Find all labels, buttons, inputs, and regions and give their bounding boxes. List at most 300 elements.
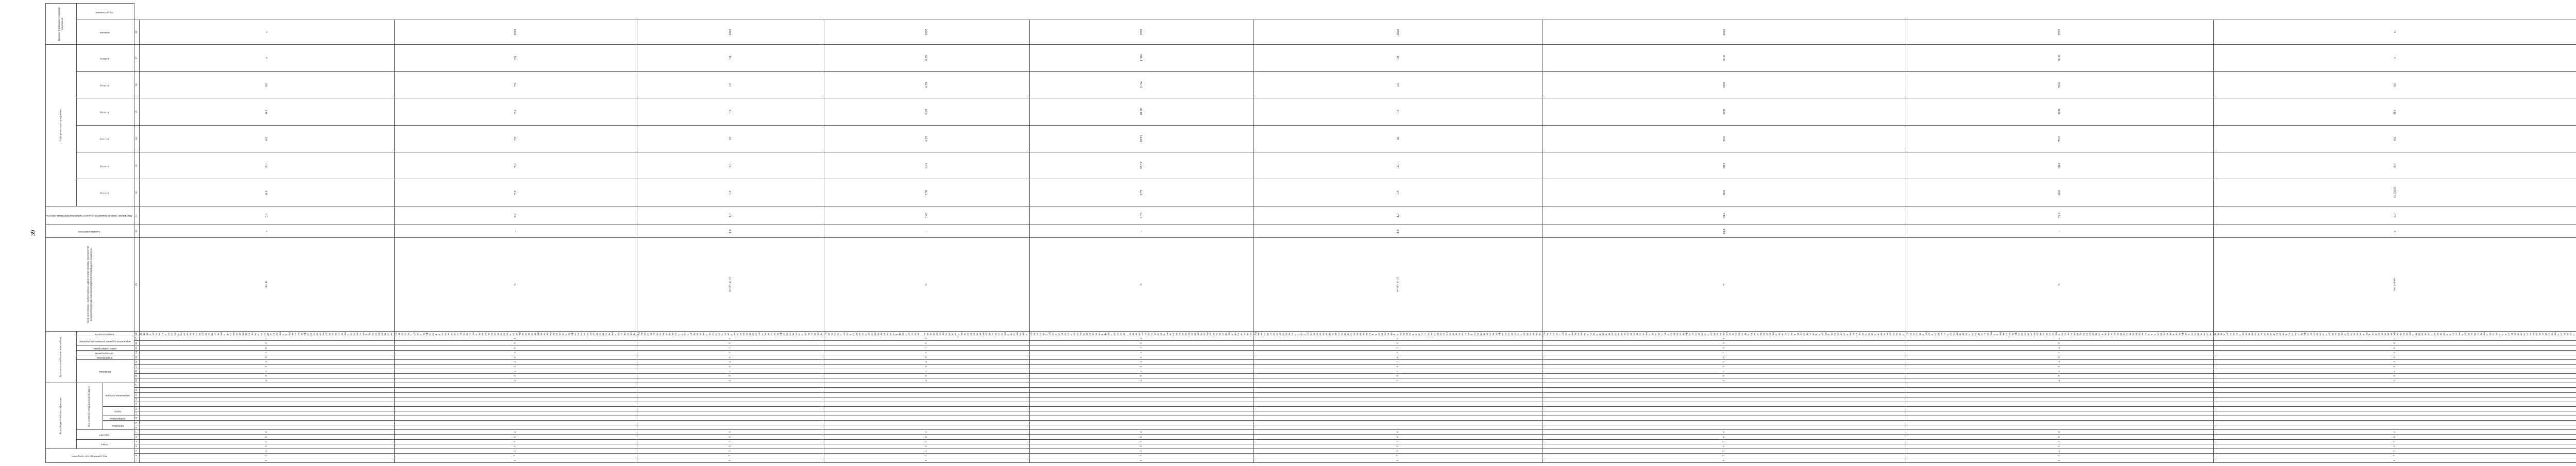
column-number: 5 [134,439,140,444]
csr-digit [824,406,1030,411]
csr-digit [1030,388,1254,392]
column-number: 10 [134,416,140,421]
final-year-cell: 2020 [824,20,1030,45]
table-row [1030,4,1254,463]
year-value-cell: 1.0 [1254,152,1543,179]
year-value-cell: 0.0 [140,152,395,179]
code-admin-digit: 7 [395,453,637,458]
header-fact: Фактическое значение показателя на момент разработки программы, 2014 год [46,206,134,225]
csr-digit [824,397,1030,402]
column-number: 15 [134,392,140,397]
dop-code-digit: 1 [395,336,637,341]
razdel-digit: 7 [1906,439,2214,444]
year-value-cell: 1.0 [637,206,824,225]
indicator-text: Задача 2 «Развитие системы оценки качества образовательных достижений выпускников государственных бюджетных профессиональных образовательных организаций Тверской области» [140,332,395,336]
year-value-cell: 0.0 [2214,206,2576,225]
dop-code-digit: 2 [1543,346,1906,350]
year-value-cell: 80.0 [1906,98,2214,125]
razdel-digit: 7 [637,439,824,444]
code-admin-digit: 5 [1543,448,1906,453]
dop-code-digit: 0 [1254,355,1543,359]
column-number: 3 [134,448,140,453]
column-number: 32 [134,179,140,206]
podrazdel-digit: 4 [1030,430,1254,435]
dop-code-digit: 0 [1254,350,1543,355]
csr-digit [1030,392,1254,397]
column-number: 26 [134,341,140,346]
code-admin-digit: 7 [1254,453,1543,458]
podrazdel-digit: 4 [2214,430,2576,435]
dop-code-digit: 0 [140,346,395,350]
final-year-cell: х [140,20,395,45]
csr-digit [2214,383,2576,388]
podrazdel-digit: 0 [395,435,637,439]
indicator-text: Задача 3 «Развитие инновационно-производственной системы профессионального образования, обеспечивающей подготовку квалифицированных кадров через реализацию сетевых образовательных программ и создание кластерных образовательных структур» [2214,332,2576,336]
csr-digit [1906,383,2214,388]
dop-code-digit: 0 [824,364,1030,369]
dop-code-digit: 0 [395,341,637,346]
fact-cell: 1.0 [637,225,824,238]
table-row [395,4,637,463]
column-number: 6 [134,435,140,439]
final-value-cell: 6.29 [824,44,1030,71]
year-value-cell: 6.2 [395,206,637,225]
fact-cell: - [1030,225,1254,238]
csr-digit [1906,392,2214,397]
year-value-cell: 90.0 [1543,98,1906,125]
column-number: 36 [134,72,140,98]
year-value-cell: 0.0 [2214,72,2576,98]
dop-code-digit: 0 [637,350,824,355]
column-number: 30 [134,225,140,238]
dop-code-digit: 8 [395,374,637,378]
indicator-text: Показатель 1 «Доля выпускников, завершивших обучение по образовательным программам среднего профессионального образования в отчетном году и сдавших экзамены в присутствии работодателей, в общей численности выпускников, завершивших обучение» [1543,332,1906,336]
csr-digit [1543,388,1906,392]
header-csr: Код целевой статьи расхода бюджета [77,383,103,430]
code-admin-digit: 0 [1906,458,2214,462]
razdel-digit: 0 [1906,444,2214,448]
csr-digit [2214,397,2576,402]
year-value-cell: 6.29 [824,98,1030,125]
dop-code-digit: 8 [824,374,1030,378]
code-admin-digit: 7 [637,453,824,458]
column-number: 38 [134,20,140,45]
header-year-2020: 2020 год [77,44,134,71]
column-number: 27 [134,336,140,341]
csr-digit [395,425,637,430]
csr-digit [1543,425,1906,430]
csr-digit [140,402,395,406]
csr-digit [1543,402,1906,406]
razdel-digit: 0 [1030,444,1254,448]
header-dop-zadacha: задача подпрограммы [77,346,134,350]
csr-digit [637,406,824,411]
year-value-cell: 1.0 [637,179,824,206]
podrazdel-digit: 4 [1906,430,2214,435]
csr-digit [1254,406,1543,411]
dop-code-digit: 0 [2214,350,2576,355]
csr-digit [1906,425,2214,430]
year-value-cell: 1.0 [637,98,824,125]
csr-digit [140,383,395,388]
csr-digit [637,421,824,425]
rotated-table-container [45,3,2576,463]
code-admin-digit: 7 [1906,453,2214,458]
indicator-text: Показатель 2 «Доля студентов, обучающихся по очной форме обучения, охваченных мониторинговыми исследованиями знаний по общеобразовательным дисциплинам» [1030,332,1254,336]
header-dop-programma: программа [77,359,134,383]
csr-digit [1906,397,2214,402]
final-value-cell: 90.0 [1543,44,1906,71]
dop-code-digit: 2 [1254,378,1543,383]
page-number: 39 [29,230,37,236]
csr-digit [1906,416,2214,421]
final-year-cell: 2020 [1906,20,2214,45]
indicator-text: Показатель 1 «Доля студентов, обучающихся по очной форме обучения, охваченных мониторинговыми исследованиями образовательных достижений» [824,332,1030,336]
year-value-cell: 89.5 [1543,206,1906,225]
csr-digit [1543,421,1906,425]
column-number: 29 [134,238,140,332]
code-admin-digit: 0 [2214,458,2576,462]
dop-code-digit: 4 [1906,369,2214,373]
dop-code-digit: 4 [637,369,824,373]
fact-cell: 1.0 [1254,225,1543,238]
year-value-cell: 1.0 [1254,206,1543,225]
program-indicators-table [45,3,2576,463]
csr-digit [824,425,1030,430]
razdel-digit: 7 [1254,439,1543,444]
dop-code-digit: 2 [1543,359,1906,364]
dop-code-digit: 0 [824,355,1030,359]
dop-code-digit: 4 [1543,369,1906,373]
dop-code-digit: 0 [140,336,395,341]
table-body [140,4,2576,463]
csr-digit [637,411,824,416]
csr-digit [1254,383,1543,388]
column-number: 7 [134,430,140,435]
header-goals: Цели программы, подпрограммы, задачи подпрограммы, мероприятия (административные мероприятия) подпрограммы и их показатели [46,238,134,332]
year-value-cell: 11.04 [1030,72,1254,98]
dop-code-digit: 2 [1030,336,1254,341]
year-value-cell: 10.93 [1030,125,1254,152]
year-value-cell: 90.0 [1543,125,1906,152]
year-value-cell: 0.0 [2214,98,2576,125]
csr-digit [1543,406,1906,411]
dop-code-digit: 4 [395,369,637,373]
dop-code-digit: 2 [824,359,1030,364]
dop-code-digit: 4 [1030,369,1254,373]
fact-cell: - [1906,225,2214,238]
dop-code-digit: 2 [140,378,395,383]
header-podrazdel: Подраздел [77,430,134,439]
podrazdel-digit: 4 [1254,430,1543,435]
year-value-cell: 60.0 [1906,179,2214,206]
razdel-digit: 0 [824,444,1030,448]
unit-cell: нет (0)/ да (1) [1254,238,1543,332]
code-admin-digit: 5 [2214,448,2576,453]
dop-code-digit: 1 [1543,336,1906,341]
dop-code-digit: 0 [1254,336,1543,341]
dop-code-digit: 0 [140,350,395,355]
year-value-cell: 90.0 [1543,72,1906,98]
unit-cell: нет/ да [140,238,395,332]
year-value-cell: 1.0 [1254,72,1543,98]
code-admin-digit: 5 [395,448,637,453]
dop-code-digit: 0 [637,364,824,369]
column-number-row [134,4,140,463]
code-admin-digit: 0 [1254,458,1543,462]
podrazdel-digit: 4 [140,430,395,435]
table-row [637,4,824,463]
podrazdel-digit: 0 [637,435,824,439]
dop-code-digit: 2 [637,378,824,383]
razdel-digit: 0 [1254,444,1543,448]
column-number: 28 [134,332,140,336]
csr-digit [2214,406,2576,411]
dop-code-digit: 2 [1906,336,2214,341]
csr-digit [1906,421,2214,425]
csr-digit [2214,388,2576,392]
csr-digit [395,388,637,392]
column-number: 34 [134,125,140,152]
csr-digit [1543,397,1906,402]
dop-code-digit: 0 [1543,341,1906,346]
razdel-digit: 7 [2214,439,2576,444]
column-number: 1 [134,458,140,462]
header-dop-meropr: мероприятие (административное мероприятие) [77,336,134,346]
csr-digit [1030,383,1254,388]
dop-code-digit: 8 [1543,374,1906,378]
dop-code-digit: 0 [1254,364,1543,369]
dop-code-digit: 0 [1030,350,1254,355]
column-number: 25 [134,346,140,350]
year-value-cell: 0.0 [2214,125,2576,152]
csr-digit [140,425,395,430]
code-admin-digit: 0 [140,458,395,462]
column-number: 23 [134,355,140,359]
header-year-2017: 2017 год [77,125,134,152]
column-number: 18 [134,378,140,383]
column-number: 12 [134,406,140,411]
year-value-cell: 9.70 [1030,206,1254,225]
header-god-dost: год достижения [77,4,134,20]
razdel-digit: 0 [1543,444,1906,448]
podrazdel-digit: 0 [1030,435,1254,439]
dop-code-digit: 8 [140,374,395,378]
column-number: 17 [134,383,140,388]
table-row [1906,4,2214,463]
podrazdel-digit: 4 [1543,430,1906,435]
indicator-text: Административное мероприятие 2.002 «Привлечение ведущих специалистов предприятий и организаций к проведению аттестации студентов в ходе независимой оценки качества профессионального образования» [1254,332,1543,336]
dop-code-digit: 2 [637,359,824,364]
dop-code-digit: 0 [2214,341,2576,346]
dop-code-digit: 0 [1030,341,1254,346]
header-year-2018: 2018 год [77,98,134,125]
year-value-cell: 10.98 [1030,98,1254,125]
code-admin-digit: 5 [1906,448,2214,453]
header-unit: Единица измерения [46,225,134,238]
podrazdel-digit: 0 [824,435,1030,439]
podrazdel-digit: 0 [2214,435,2576,439]
unit-cell: % [824,238,1030,332]
dop-code-digit: 2 [1030,359,1254,364]
dop-code-digit: 0 [395,346,637,350]
dop-code-digit: 0 [2214,355,2576,359]
csr-digit [824,416,1030,421]
indicator-text: Административное мероприятие 2.001 «Управление процессом совершенствования системы качества профессионального образования» [637,332,824,336]
final-value-cell: 1.0 [637,44,824,71]
unit-cell: нет (0)/ да (1) [637,238,824,332]
podrazdel-digit: 0 [1543,435,1906,439]
unit-cell: % [1543,238,1906,332]
razdel-digit: 7 [824,439,1030,444]
fact-cell: 91.1 [1543,225,1906,238]
column-number: 14 [134,397,140,402]
dop-code-digit: 8 [1254,374,1543,378]
code-admin-digit: 7 [2214,453,2576,458]
column-number: 20 [134,369,140,373]
csr-digit [140,406,395,411]
column-number: 33 [134,152,140,179]
final-value-cell: 11.04 [1030,44,1254,71]
unit-cell: % [1030,238,1254,332]
csr-digit [1030,397,1254,402]
razdel-digit: 0 [140,444,395,448]
dop-code-digit: 0 [1906,350,2214,355]
final-year-cell: 2020 [637,20,824,45]
razdel-digit: 7 [140,439,395,444]
csr-digit [1543,416,1906,421]
csr-digit [637,425,824,430]
header-podprogramma: подпрограмма [103,416,134,421]
code-admin-digit: 0 [824,458,1030,462]
year-value-cell: 98.0 [1543,152,1906,179]
column-number: 35 [134,98,140,125]
final-value-cell: 7.0 [395,44,637,71]
podrazdel-digit: 0 [140,435,395,439]
code-admin-digit: 0 [1543,458,1906,462]
csr-digit [395,392,637,397]
csr-digit [1543,392,1906,397]
header-year-2015: 2015 год [77,179,134,206]
dop-code-digit: 1 [637,346,824,350]
csr-digit [1030,402,1254,406]
podrazdel-digit: 4 [395,430,637,435]
csr-digit [395,406,637,411]
dop-code-digit: 0 [1543,364,1906,369]
csr-digit [395,402,637,406]
table-row [1254,4,1543,463]
csr-digit [1254,397,1543,402]
header-dop-nomer: номер показателя [77,332,134,336]
dop-code-digit: 2 [1543,378,1906,383]
csr-digit [2214,402,2576,406]
year-value-cell: 90.0 [1906,72,2214,98]
csr-digit [637,402,824,406]
year-value-cell: 0.0 [140,179,395,206]
csr-digit [1254,402,1543,406]
column-number: 11 [134,411,140,416]
csr-digit [140,416,395,421]
final-value-cell: х [140,44,395,71]
csr-digit [824,392,1030,397]
final-year-cell: 2020 [1543,20,1906,45]
dop-code-digit: 0 [1254,341,1543,346]
csr-digit [395,416,637,421]
header-final: Целевое (суммарное) значение показателя [46,4,77,45]
final-value-cell: 90.0 [1906,44,2214,71]
unit-cell: % [1906,238,2214,332]
final-year-cell: 2020 [1030,20,1254,45]
year-value-cell: 6.22 [824,125,1030,152]
csr-digit [1906,402,2214,406]
header-dop-podprogramma: подпрограмма [77,355,134,359]
code-admin-digit: 0 [395,458,637,462]
dop-code-digit: 0 [1030,355,1254,359]
year-value-cell: 0.0 [140,72,395,98]
csr-digit [1254,392,1543,397]
dop-code-digit: 2 [395,378,637,383]
year-value-cell: 1.0 [1254,98,1543,125]
csr-digit [824,411,1030,416]
header-dop-class: Дополнительный аналитический код [46,332,77,383]
table-row [1543,4,1906,463]
dop-code-digit: 1 [824,336,1030,341]
column-number: 9 [134,421,140,425]
podrazdel-digit: 4 [637,430,824,435]
razdel-digit: 0 [2214,444,2576,448]
csr-digit [1254,411,1543,416]
csr-digit [2214,416,2576,421]
dop-code-digit: 2 [1254,359,1543,364]
header-year-2016: 2016 год [77,152,134,179]
dop-code-digit: 2 [1906,346,2214,350]
indicator-text: Показатель 2 «Доля студентов, обучающихся в государственных бюджетных профессиональных образовательных организациях Тверской области, принятых на работу на предприятия и в организации по профилю специальности» [1906,332,2214,336]
dop-code-digit: 0 [637,355,824,359]
header-programma: программа [103,421,134,430]
year-value-cell: 10.53 [1030,152,1254,179]
csr-digit [824,383,1030,388]
dop-code-digit: 4 [1254,369,1543,373]
csr-digit [1030,406,1254,411]
csr-digit [824,388,1030,392]
dop-code-digit: 0 [824,341,1030,346]
year-value-cell: 68.0 [1906,152,2214,179]
code-admin-digit: 5 [1254,448,1543,453]
dop-code-digit: 0 [1543,355,1906,359]
dop-code-digit: 8 [2214,374,2576,378]
csr-digit [2214,425,2576,430]
dop-code-digit: 0 [395,350,637,355]
indicator-text: Показатель 1 «Доля профессий и специальностей, по которым проводится независимая сертификация квалификаций выпускников профессиональных образовательных организаций» [395,332,637,336]
csr-digit [2214,392,2576,397]
header-znachenie: значение [77,20,134,45]
fact-cell: - [824,225,1030,238]
year-value-cell: 7.0 [395,72,637,98]
csr-digit [1906,388,2214,392]
dop-code-digit: 0 [2214,364,2576,369]
razdel-digit: 0 [395,444,637,448]
csr-digit [1030,425,1254,430]
dop-code-digit: 0 [1030,364,1254,369]
year-value-cell: 6.16 [824,152,1030,179]
final-value-cell: 1.0 [1254,44,1543,71]
fact-cell: х [140,225,395,238]
year-value-cell: 55.0 [1906,206,2214,225]
dop-code-digit: 0 [2214,336,2576,341]
csr-digit [637,388,824,392]
code-admin-digit: 5 [637,448,824,453]
dop-code-digit: 2 [1906,378,2214,383]
